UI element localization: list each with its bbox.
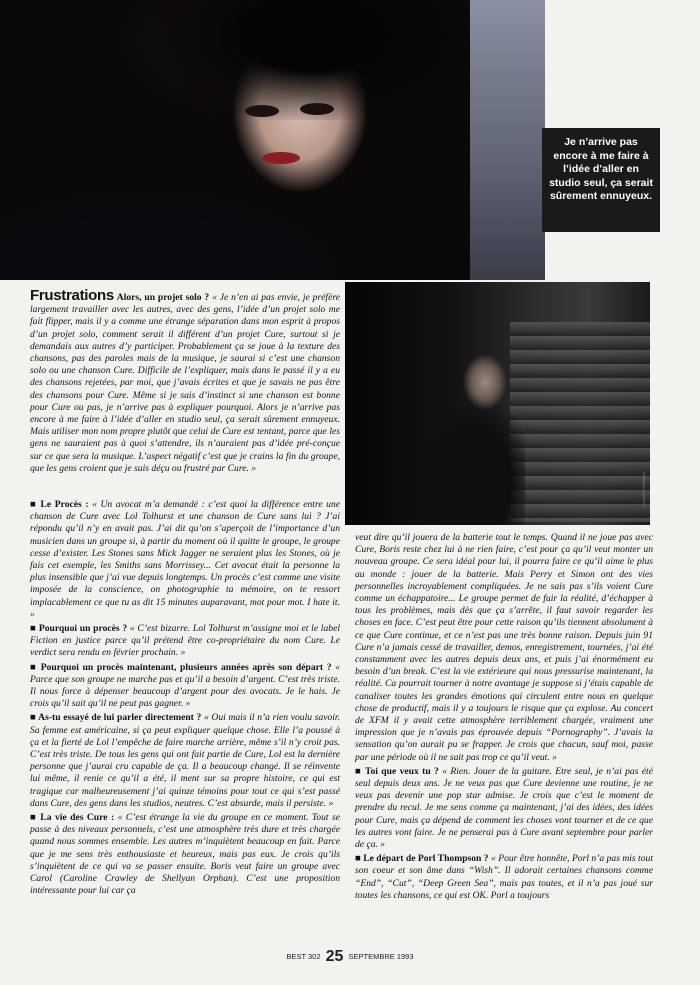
paragraph: [355, 532, 653, 764]
column-left: [30, 499, 340, 900]
paragraph: ■ Le départ de Porl Thompson ? « Pour être honnête, Porl n’a pas mis tout son coeur et son âme dans “Wish”. Il adorait certaines chansons comme “End”, “Cut”, “Deep Green Sea”, mais pas toutes, et il n’a pas joué sur toutes les chansons, ce qui est OK. Porl a toujours: [355, 853, 653, 901]
page-number: 25: [325, 948, 344, 965]
paragraph: ■ Le Procès : « Un avocat m’a demandé : c’est quoi la différence entre une chanson de Cure avec Lol Tolhurst et une chanson de Cure sans lui ? J’ai répondu qu’il n’y en avait pas. J’ai dit qu’on s’aperçoit de l’importance d’un musicien dans un groupe si, à partir du moment où il quitte le groupe, le groupe cesse d’exister. Les Stones sans Mick Jagger ne seraient plus les Stones, où je fais cet exemple, les Smiths sans Morrissey... Cet avocat était la personne la plus insensible que j’ai vue depuis longtemps. Un procès c’est comme une visite imposée de la conscience, on photographie ta mémoire, on te ressort implacablement ce que tu as dit 15 minutes auparavant, mot pour mot. I hate it. »: [30, 499, 341, 620]
pull-quote-text: Je n’arrive pas encore à me faire à l’idée d’aller en studio seul, ça serait sûrement ennuyeux.: [549, 136, 653, 202]
section-headline: Frustrations: [30, 287, 114, 304]
paragraph: ■ As-tu essayé de lui parler directement ? « Oui mais il n’a rien voulu savoir. Sa femme est américaine, si ça peut expliquer quelque chose. Elle l’a poussé à ça et la fierté de Lol l’empêche de faire marche arrière, même s’il n’y croit pas. C’est très triste. De tous les gens qui ont fait partie de Cure, Lol est la dernière personne que j’aurai cru capable de ça. Il a beaucoup changé. Il se réinvente lui même, il renie ce qu’il a été, il ment sur sa propre histoire, ce qui est tragique car malheureusement j’ai quinze témoins pour tout ce qui s’est passé dans Cure, des gens dans les studios, neutres. C’est absurde, mais il persiste. »: [30, 712, 341, 809]
answer: veut dire qu’il jouera de la batterie tout le temps. Quand il ne joue pas avec Cure, Boris reste chez lui à ne rien faire, c’est pour ça qu’il veut monter un nouveau groupe. Ce sera idéal pour lui, il pourra faire ce qu’il aime le plus au monde : jouer de la batterie. Mais Perry et Simon ont des vies personnelles incroyablement compliquées. Je ne sais pas s’ils voient Cure comme un échappatoire... Le groupe permet de fuir la réalité, d’échapper à tous les problèmes, mais dès que ça s’arrête, il faut savoir regarder les choses en face. C’est peut être pour cette raison qu’ils tiennent absolument à ce que Cure continue, et ce n’est pas une très bonne raison. Depuis juin 91 Cure n’a jamais cessé de travailler, demos, enregistrement, tournées, j’ai été constamment avec les autres depuis deux ans, et puis j’ai énormément eu besoin d’un break. C’est la vie extérieure qui nous pressurise maintenant, la réalité. Ca pourrait tourner à notre avantage je suppose si j’étais capable de canaliser toutes les grandes émotions qui circulent entre nous en quelque chose de productif, mais il y a toujours le risque que ça explose. Au concert de XFM il y avait cette atmosphère terriblement chargée, vraiment une impression que je n’avais pas éprouvée depuis “Pornography”. J’avais la sensation qu’on aurait pu se frapper. Je crois que chacun, sauf moi, passe par une période où il ne sait pas trop ce qu’il veut. »: [355, 532, 653, 763]
paragraph: ■ Pourquoi un procès maintenant, plusieurs années après son départ ? « Parce que son groupe ne marche pas et qu’il a besoin d’argent. C’est très triste. Il nous force à dépenser beaucoup d’argent pour des avocats. Je le hais. Je crois qu’il sait qu’il ne peut pas gagner. »: [30, 661, 340, 710]
pull-quote: [542, 128, 660, 232]
page-footer: [0, 948, 700, 966]
column-right: [355, 532, 653, 904]
section-intro: [30, 287, 340, 477]
answer: « Un avocat m’a demandé : c’est quoi la différence entre une chanson de Cure avec Lol Tolhurst et une chanson de Cure sans lui ? J’ai répondu qu’il n’y en avait pas. J’ai dit qu’on s’aperçoit de l’importance d’un musicien dans un groupe si, à partir du moment où il quitte le groupe, le groupe cesse d’exister. Les Stones sans Mick Jagger ne seraient plus les Stones, où je fais cet exemple, les Smiths sans Morrissey... Cet avocat était la personne la plus insensible que j’ai vue depuis longtemps. Un procès c’est comme une visite imposée de la conscience, on photographie ta mémoire, on te ressort implacablement ce que tu as dit 15 minutes auparavant, mot pour mot. I hate it. »: [30, 499, 341, 620]
paragraph: ■ La vie des Cure : « C’est étrange la vie du groupe en ce moment. Tout se passe à des niveaux personnels, c’est une atmosphère très dure et très chargée quand nous sommes ensemble. Les autres m’inquiètent beaucoup en fait. Parce que je me sens très enthousiaste et heureux, mais pas eux. Je crois qu’ils s’inquiètent de ce qui va se passer ensuite. Boris veut faire un groupe avec Carol (Caroline Crawley de Shellyan Orphan). C’est une proposition intéressante pour lui car ça: [30, 812, 340, 897]
answer: « C’est étrange la vie du groupe en ce moment. Tout se passe à des niveaux personnels, c’est une atmosphère très dure et très chargée quand nous sommes ensemble. Les autres m’inquiètent beaucoup en fait. Parce que je me sens très enthousiaste et heureux, mais pas eux. Je crois qu’ils s’inquiètent de ce qui va se passer ensuite. Boris veut faire un groupe avec Carol (Caroline Crawley de Shellyan Orphan). C’est une proposition intéressante pour lui car ça: [30, 812, 340, 897]
magazine-issue: BEST 302: [286, 952, 321, 961]
answer: « Rien. Jouer de la guitare. Etre seul, je n’ai pas été seul depuis deux ans. Je ne veux pas que Cure devienne une routine, je ne veux pas devenir une pop star admise. Je crois que c’est le moment de prendre du recul. Je me sens comme ça maintenant, j’ai des idées, des idées pour Cure, mais ça dépend de comment les choses vont tourner et de ce que les autres vont faire. Je ne penserai pas à Cure avant septembre pour parler de ça. »: [355, 765, 653, 851]
question: Pourquoi un procès ?: [38, 623, 128, 635]
question: Toi que veux tu ?: [364, 765, 439, 777]
answer: « C’est bizarre. Lol Tolhurst m’assigne moi et le label Fiction en justice parce qu’il prétend être co-propriétaire du nom Cure. Le verdict sera rendu en février prochain. »: [30, 623, 340, 659]
intro-answer: « Je n’en ai pas envie, je préfère largement travailler avec les autres, avec des gens, l’idée d’un projet solo me fait flipper, mais il y a comme une étrange séparation dans mon esprit à propos d’un projet solo, comment serait il différent d’un projet Cure, surtout si je demandais aux autres d’y participer. Probablement ça se joue à la texture des chansons, pas des paroles mais de la musique, je saurai si c’est une chanson solo ou une chanson Cure. Difficile de l’expliquer, mais dans le passé il y a eu des chansons rejetées, par moi, que j’avais écrites et que je savais ne pas être des chansons pour Cure. Même si je sais d’instinct si une chanson est bonne pour Cure ou pas, je n’arrive pas à expliquer pourquoi. Alors je n’arrive pas encore à me faire à l’idée d’aller en studio seul, ça serait sûrement ennuyeux. Mais utiliser mon nom propre plutôt que celui de Cure est tentant, parce que les gens ne sauraient pas à quoi s’attendre, ils n’auraient pas d’idée pré-conçue sur ce que sera la musique. L’aspect négatif c’est que je crains la fin du groupe, que les gens croient que je suis déçu ou frustré par Cure. »: [30, 292, 340, 474]
issue-date: SEPTEMBRE 1993: [348, 952, 414, 961]
question: La vie des Cure :: [40, 812, 115, 824]
photo-credit: CLAUDE GASSIAN: [641, 472, 646, 508]
answer: « Oui mais il n’a rien voulu savoir. Sa femme est américaine, si ça peut expliquer quelque chose. Elle l’a poussé à ça et la fierté de Lol l’empêche de faire marche arrière, même s’il n’y croit pas. C’est très triste. De tous les gens qui ont fait partie de Cure, Lol est la dernière personne que j’aurai cru capable de ça. Il a beaucoup changé. Il se réinvente lui même, il renie ce qu’il a été, il ment sur sa propre histoire, ce qui est tragique car malheureusement j’ai quinze témoins pour tout ce qui s’est passé dans Cure, des gens dans les studios, neutres. C’est absurde, mais il persiste. »: [30, 712, 341, 809]
question: Le Procès :: [40, 499, 89, 510]
question: Pourquoi un procès maintenant, plusieurs années après son départ ?: [40, 661, 332, 673]
paragraph: ■ Toi que veux tu ? « Rien. Jouer de la guitare. Etre seul, je n’ai pas été seul depuis deux ans. Je ne veux pas que Cure devienne une routine, je ne veux pas devenir une pop star admise. Je crois que c’est le moment de prendre du recul. Je me sens comme ça maintenant, j’ai des idées, des idées pour Cure, mais ça dépend de comment les choses vont tourner et de ce que les autres vont faire. Je ne penserai pas à Cure avant septembre pour parler de ça. »: [355, 765, 653, 851]
answer: « Parce que son groupe ne marche pas et qu’il a besoin d’argent. C’est très triste. Il nous force à dépenser beaucoup d’argent pour des avocats. Je le hais. Je crois qu’il sait qu’il ne peut pas gagner. »: [30, 661, 340, 710]
answer: « Pour être honnête, Porl n’a pas mis tout son coeur et son âme dans “Wish”. Il adorait certaines chansons comme “End”, “Cut”, “Deep Green Sea”, mais pas toutes, et il n’a pas joué sur toutes les chansons, ce qui est OK. Porl a toujours: [355, 853, 653, 901]
cover-photo: [0, 0, 545, 280]
question: As-tu essayé de lui parler directement ?: [38, 712, 202, 724]
inset-photo: [345, 282, 650, 525]
paragraph: ■ Pourquoi un procès ? « C’est bizarre. Lol Tolhurst m’assigne moi et le label Fiction en justice parce qu’il prétend être co-propriétaire du nom Cure. Le verdict sera rendu en février prochain. »: [30, 623, 340, 659]
intro-question: Alors, un projet solo ?: [116, 292, 210, 303]
question: Le départ de Porl Thompson ?: [363, 853, 489, 865]
